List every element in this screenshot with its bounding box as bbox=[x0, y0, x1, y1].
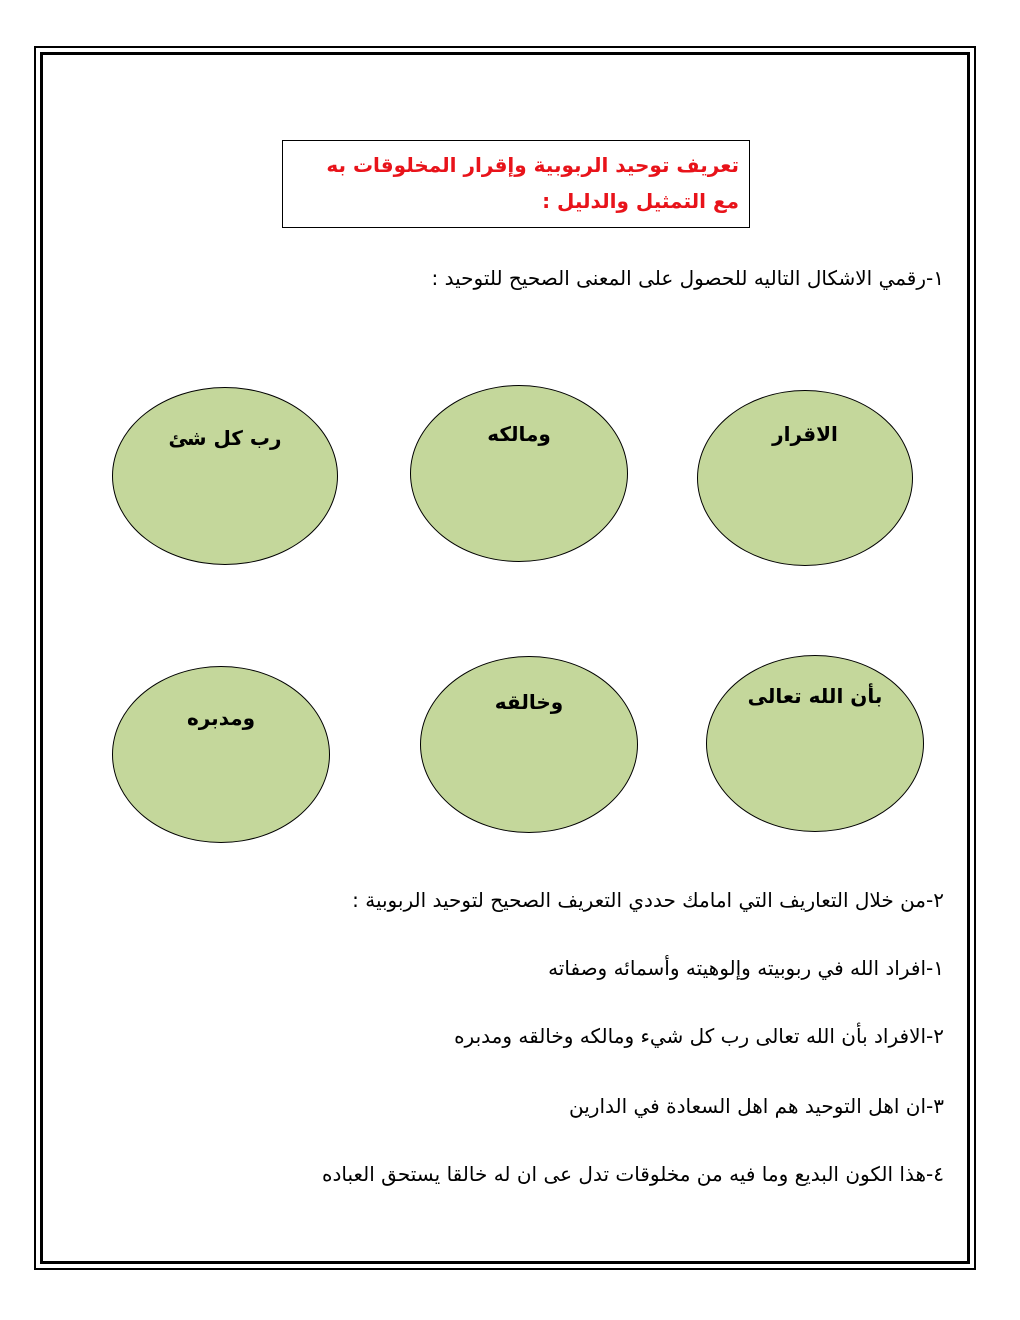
question-1-number: ١- bbox=[926, 266, 944, 290]
option-3-text: ان اهل التوحيد هم اهل السعادة في الدارين bbox=[569, 1094, 927, 1118]
option-4 bbox=[322, 1162, 944, 1186]
bubble-khaliquhu bbox=[420, 656, 638, 833]
bubble-iqrar-label: الاقرار bbox=[772, 422, 838, 446]
option-2-number: ٢- bbox=[926, 1024, 944, 1048]
bubble-malikuhu-label: ومالكه bbox=[487, 422, 551, 446]
question-1 bbox=[432, 266, 945, 290]
option-3 bbox=[569, 1094, 944, 1118]
option-2-text: الافراد بأن الله تعالى رب كل شيء ومالكه وخالقه ومدبره bbox=[454, 1024, 927, 1048]
option-1 bbox=[548, 956, 944, 980]
title-line-1: تعريف توحيد الربوبية وإقرار المخلوقات به bbox=[326, 153, 739, 177]
bubble-rab-kul-shay bbox=[112, 387, 338, 565]
question-1-text: رقمي الاشكال التاليه للحصول على المعنى الصحيح للتوحيد : bbox=[431, 266, 927, 290]
title-box bbox=[282, 140, 750, 228]
bubble-malikuhu bbox=[410, 385, 628, 562]
option-4-text: هذا الكون البديع وما فيه من مخلوقات تدل عى ان له خالقا يستحق العباده bbox=[322, 1162, 927, 1186]
option-4-number: ٤- bbox=[926, 1162, 944, 1186]
option-2 bbox=[454, 1024, 944, 1048]
title-line-2: مع التمثيل والدليل : bbox=[542, 189, 739, 213]
question-2-number: ٢- bbox=[926, 888, 944, 912]
bubble-khaliquhu-label: وخالقه bbox=[494, 690, 564, 714]
bubble-mudabbiruhu-label: ومدبره bbox=[186, 706, 256, 730]
bubble-bi-anna-allah bbox=[706, 655, 924, 832]
option-3-number: ٣- bbox=[926, 1094, 944, 1118]
bubble-rab-kul-shay-label: رب كل شئ bbox=[168, 426, 282, 450]
option-1-text: افراد الله في ربوبيته وإلوهيته وأسمائه وصفاته bbox=[548, 956, 927, 980]
option-1-number: ١- bbox=[926, 956, 944, 980]
question-2-text: من خلال التعاريف التي امامك حددي التعريف الصحيح لتوحيد الربوبية : bbox=[352, 888, 927, 912]
bubble-iqrar bbox=[697, 390, 913, 566]
question-2 bbox=[352, 888, 944, 912]
bubble-mudabbiruhu bbox=[112, 666, 330, 843]
bubble-bi-anna-allah-label: بأن الله تعالى bbox=[747, 684, 883, 708]
